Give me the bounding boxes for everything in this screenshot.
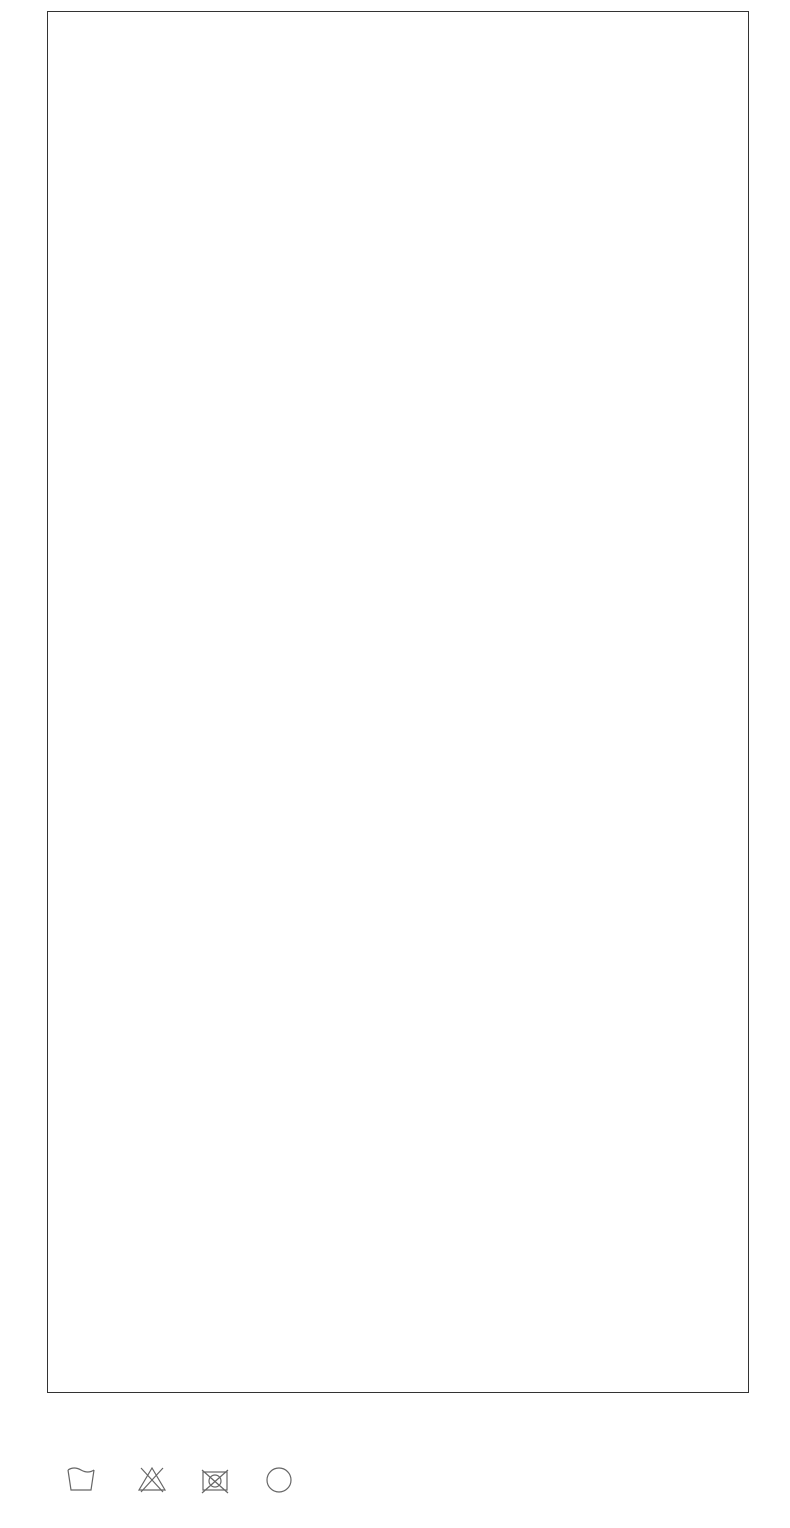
no-bleach-icon — [137, 1464, 167, 1494]
dry-circle-icon — [264, 1465, 294, 1495]
wash-30-icon — [66, 1464, 96, 1494]
no-tumble-dry-icon — [200, 1466, 230, 1496]
size-chart-frame — [47, 11, 749, 1393]
